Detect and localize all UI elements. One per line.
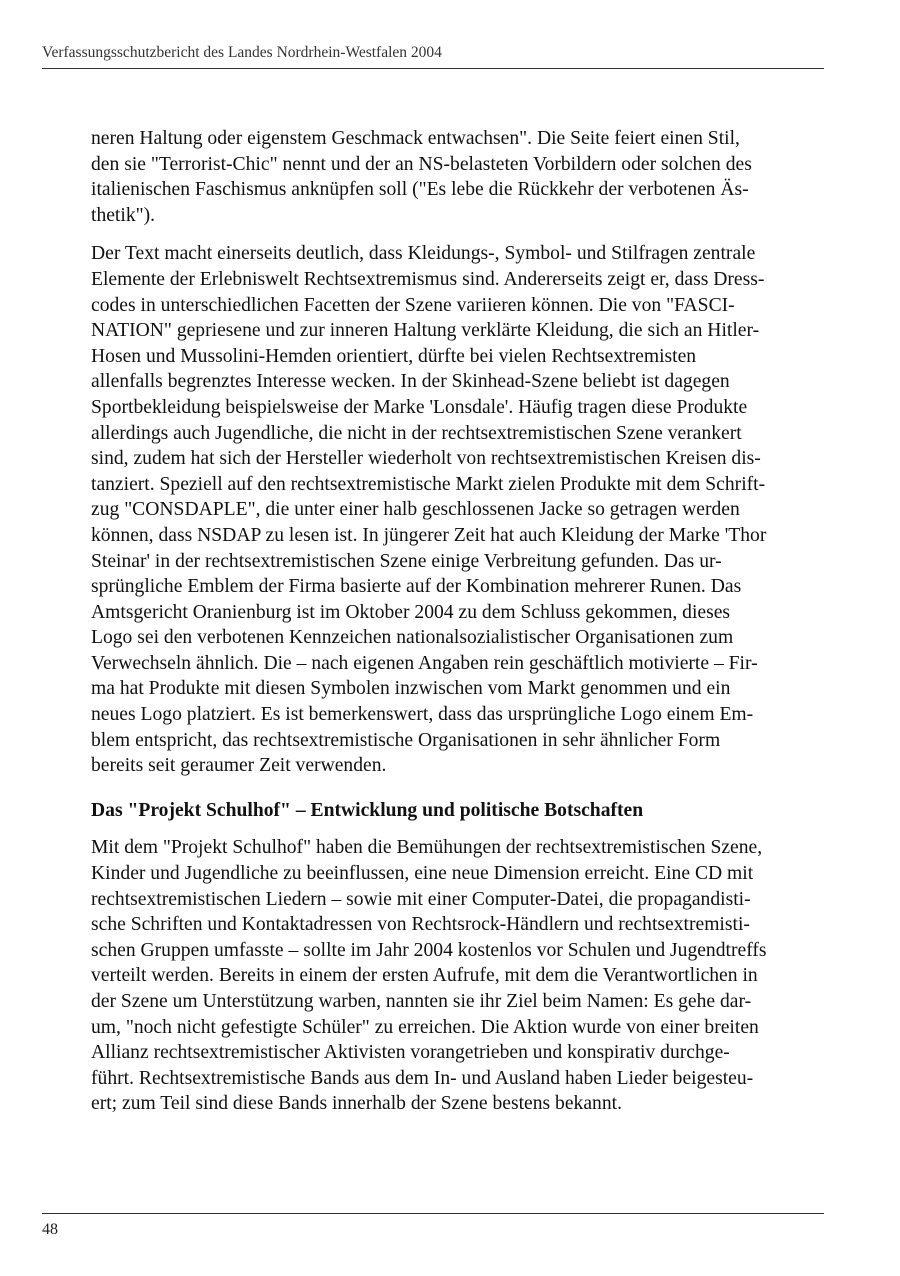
text-line: Steinar' in der rechtsextremistischen Szene einige Verbreitung gefunden. Das ur- — [91, 550, 722, 572]
text-line: Logo sei den verbotenen Kennzeichen nationalsozialistischer Organisationen zum — [91, 627, 734, 649]
text-line: um, "noch nicht gefestigte Schüler" zu erreichen. Die Aktion wurde von einer breiten — [91, 1016, 759, 1038]
text-line: neues Logo platziert. Es ist bemerkenswert, dass das ursprüngliche Logo einem Em- — [91, 704, 754, 726]
text-line: codes in unterschiedlichen Facetten der Szene variieren können. Die von "FASCI- — [91, 294, 735, 316]
text-line: Allianz rechtsextremistischer Aktivisten vorangetrieben und konspirativ durchge- — [91, 1042, 730, 1064]
paragraph-2 — [91, 241, 826, 778]
text-line: führt. Rechtsextremistische Bands aus dem In- und Ausland haben Lieder beigesteu- — [91, 1067, 754, 1089]
footer-rule — [42, 1213, 824, 1214]
page-header — [42, 42, 824, 69]
text-line: Sportbekleidung beispielsweise der Marke 'Lonsdale'. Häufig tragen diese Produkte — [91, 396, 748, 418]
text-line: italienischen Faschismus anknüpfen soll ("Es lebe die Rückkehr der verbotenen Äs- — [91, 179, 749, 201]
text-line: ert; zum Teil sind diese Bands innerhalb der Szene bestens bekannt. — [91, 1093, 622, 1115]
text-line: Der Text macht einerseits deutlich, dass Kleidungs-, Symbol- und Stilfragen zentrale — [91, 243, 756, 265]
paragraph-1 — [91, 126, 826, 228]
text-line: sind, zudem hat sich der Hersteller wiederholt von rechtsextremistischen Kreisen dis- — [91, 448, 761, 470]
text-line: blem entspricht, das rechtsextremistische Organisationen in sehr ähnlicher Form — [91, 729, 721, 751]
text-line: rechtsextremistischen Liedern – sowie mit einer Computer-Datei, die propagandisti- — [91, 888, 751, 910]
page-content — [91, 126, 826, 1130]
text-line: können, dass NSDAP zu lesen ist. In jüngerer Zeit hat auch Kleidung der Marke 'Thor — [91, 524, 767, 546]
text-line: sche Schriften und Kontaktadressen von Rechtsrock-Händlern und rechtsextremisti- — [91, 914, 750, 936]
text-line: sprüngliche Emblem der Firma basierte auf der Kombination mehrerer Runen. Das — [91, 576, 742, 598]
text-line: neren Haltung oder eigenstem Geschmack entwachsen". Die Seite feiert einen Stil, — [91, 128, 740, 149]
text-line: Verwechseln ähnlich. Die – nach eigenen Angaben rein geschäftlich motivierte – Fir- — [91, 652, 758, 674]
text-line: Elemente der Erlebniswelt Rechtsextremismus sind. Andererseits zeigt er, dass Dress- — [91, 268, 765, 290]
text-line: ma hat Produkte mit diesen Symbolen inzwischen vom Markt genommen und ein — [91, 678, 731, 700]
text-line: Kinder und Jugendliche zu beeinflussen, eine neue Dimension erreicht. Eine CD mit — [91, 863, 754, 885]
paragraph-3 — [91, 835, 826, 1117]
section-heading: Das "Projekt Schulhof" – Entwicklung und politische Botschaften — [91, 799, 644, 821]
text-line: allerdings auch Jugendliche, die nicht in der rechtsextremistischen Szene verankert — [91, 422, 742, 444]
text-line: den sie "Terrorist-Chic" nennt und der an NS-belasteten Vorbildern oder solchen des — [91, 153, 752, 175]
running-title: Verfassungsschutzbericht des Landes Nordrhein-Westfalen 2004 — [42, 44, 442, 61]
text-line: Amtsgericht Oranienburg ist im Oktober 2004 zu dem Schluss gekommen, dieses — [91, 601, 731, 623]
text-line: Hosen und Mussolini-Hemden orientiert, dürfte bei vielen Rechtsextremisten — [91, 345, 697, 367]
text-line: zug "CONSDAPLE", die unter einer halb geschlossenen Jacke so getragen werden — [91, 499, 740, 521]
text-line: thetik"). — [91, 204, 156, 226]
text-line: NATION" gepriesene und zur inneren Haltung verklärte Kleidung, die sich an Hitler- — [91, 320, 760, 342]
text-line: verteilt werden. Bereits in einem der ersten Aufrufe, mit dem die Verantwortlichen in — [91, 965, 758, 987]
page-number: 48 — [42, 1221, 58, 1238]
text-line: Mit dem "Projekt Schulhof" haben die Bemühungen der rechtsextremistischen Szene, — [91, 837, 763, 859]
text-line: schen Gruppen umfasste – sollte im Jahr 2004 kostenlos vor Schulen und Jugendtreffs — [91, 939, 767, 961]
text-line: tanziert. Speziell auf den rechtsextremistische Markt zielen Produkte mit dem Schrift- — [91, 473, 766, 495]
text-line: bereits seit geraumer Zeit verwenden. — [91, 755, 387, 777]
text-line: allenfalls begrenztes Interesse wecken. In der Skinhead-Szene beliebt ist dagegen — [91, 371, 730, 393]
text-line: der Szene um Unterstützung warben, nannten sie ihr Ziel beim Namen: Es gehe dar- — [91, 991, 752, 1012]
